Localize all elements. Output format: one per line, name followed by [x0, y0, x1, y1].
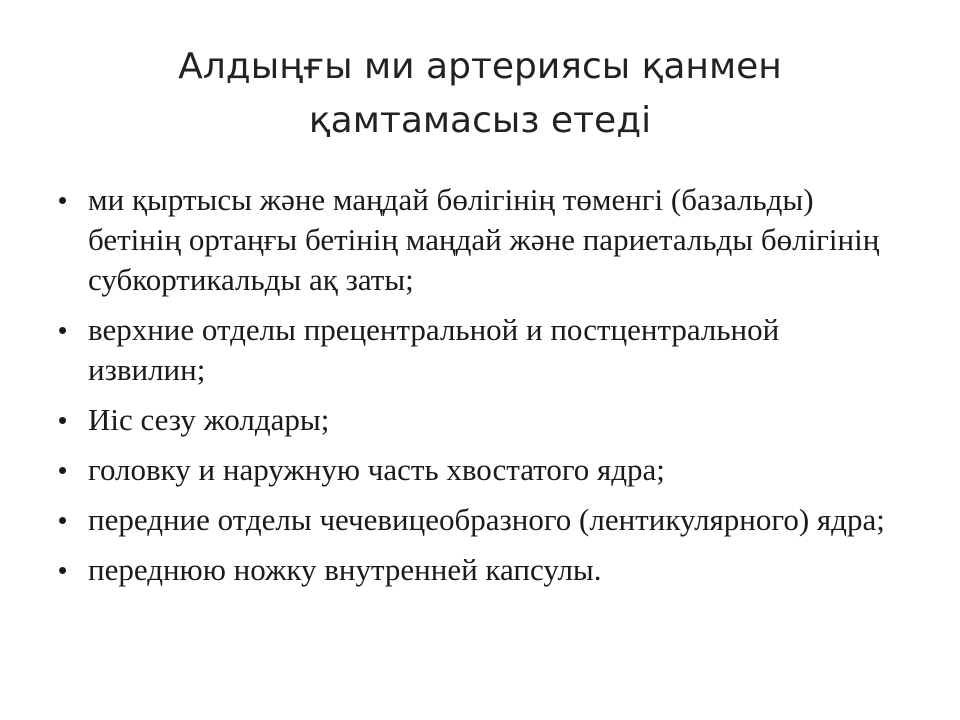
bullet-item	[58, 400, 898, 440]
bullet-list	[58, 180, 898, 600]
bullet-text: головку и наружную часть хвостатого ядра;	[88, 452, 665, 487]
bullet-text: передние отделы чечевицеобразного (лентикулярного) ядра;	[88, 502, 885, 537]
bullet-dot-icon: •	[58, 455, 68, 485]
slide-title	[60, 40, 900, 148]
bullet-text: переднюю ножку внутренней капсулы.	[88, 552, 602, 587]
bullet-item	[58, 550, 898, 590]
bullet-item	[58, 450, 898, 490]
bullet-dot-icon: •	[58, 405, 68, 435]
slide-title-line-2: қамтамасыз етеді	[308, 100, 652, 141]
bullet-text: ми қыртысы және маңдай бөлігінің төменгі (базальды) бетінің ортаңғы бетінің маңдай және париетальды бөлігінің субкортикальды ақ заты;	[88, 182, 880, 297]
bullet-dot-icon: •	[58, 505, 68, 535]
bullet-dot-icon: •	[58, 315, 68, 345]
bullet-dot-icon: •	[58, 185, 68, 215]
bullet-item	[58, 500, 898, 540]
slide-title-line-1: Алдыңғы ми артериясы қанмен	[178, 46, 782, 87]
bullet-dot-icon: •	[58, 555, 68, 585]
bullet-text: верхние отделы прецентральной и постцентральной извилин;	[88, 312, 780, 387]
bullet-text: Иіс сезу жолдары;	[88, 402, 330, 437]
bullet-item	[58, 310, 898, 390]
bullet-item	[58, 180, 898, 300]
